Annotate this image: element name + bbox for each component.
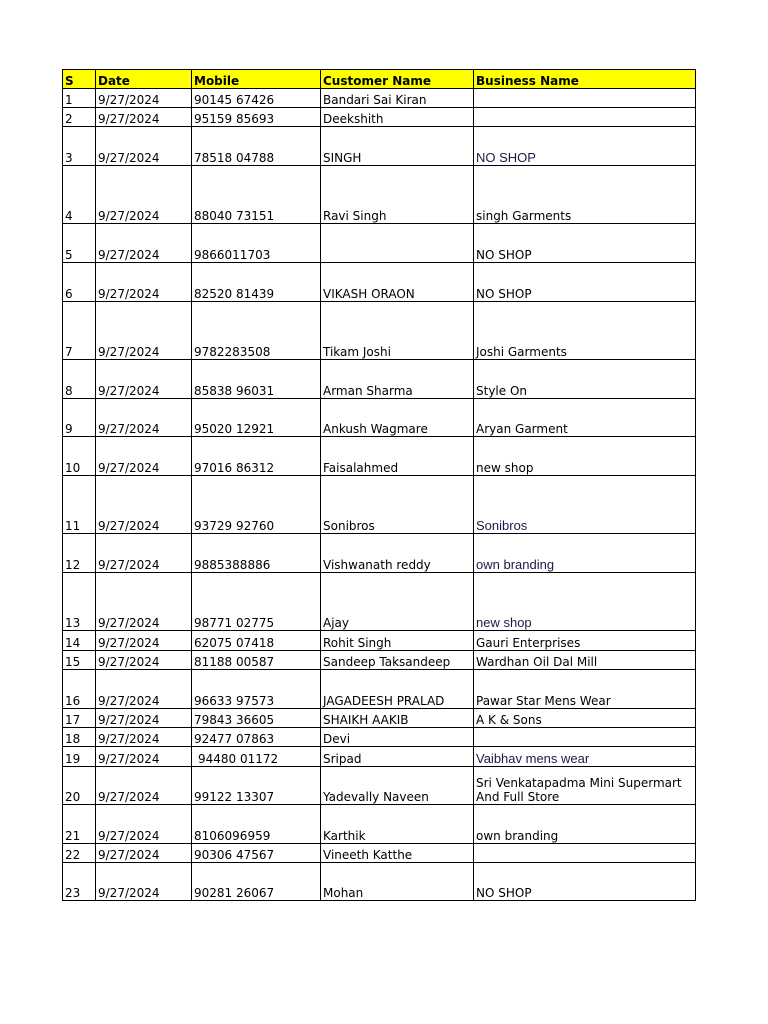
cell-date: 9/27/2024 <box>96 651 192 670</box>
cell-business-name: NO SHOP <box>474 224 696 263</box>
cell-s: 11 <box>63 476 96 534</box>
header-date: Date <box>96 70 192 89</box>
table-row <box>63 263 696 302</box>
cell-business-name: Wardhan Oil Dal Mill <box>474 651 696 670</box>
cell-customer-name: JAGADEESH PRALAD <box>321 670 474 709</box>
cell-mobile: 90306 47567 <box>192 844 321 863</box>
table-row <box>63 302 696 360</box>
cell-s: 20 <box>63 767 96 805</box>
cell-date: 9/27/2024 <box>96 670 192 709</box>
cell-customer-name: Ravi Singh <box>321 166 474 224</box>
cell-date: 9/27/2024 <box>96 844 192 863</box>
cell-mobile: 97016 86312 <box>192 437 321 476</box>
cell-date: 9/27/2024 <box>96 302 192 360</box>
cell-mobile: 99122 13307 <box>192 767 321 805</box>
cell-business-name: Gauri Enterprises <box>474 631 696 651</box>
cell-mobile: 95020 12921 <box>192 399 321 437</box>
cell-business-name: Aryan Garment <box>474 399 696 437</box>
cell-customer-name: Arman Sharma <box>321 360 474 399</box>
table-row <box>63 728 696 747</box>
cell-business-name <box>474 108 696 127</box>
table-row <box>63 651 696 670</box>
cell-customer-name: Sripad <box>321 747 474 767</box>
cell-mobile: 9866011703 <box>192 224 321 263</box>
cell-mobile: 98771 02775 <box>192 573 321 631</box>
cell-mobile: 88040 73151 <box>192 166 321 224</box>
cell-date: 9/27/2024 <box>96 863 192 901</box>
table-row <box>63 534 696 573</box>
cell-date: 9/27/2024 <box>96 747 192 767</box>
cell-business-name: singh Garments <box>474 166 696 224</box>
cell-date: 9/27/2024 <box>96 631 192 651</box>
cell-s: 18 <box>63 728 96 747</box>
cell-s: 6 <box>63 263 96 302</box>
cell-date: 9/27/2024 <box>96 224 192 263</box>
cell-s: 4 <box>63 166 96 224</box>
cell-customer-name: Sonibros <box>321 476 474 534</box>
table-row <box>63 108 696 127</box>
cell-mobile: 8106096959 <box>192 805 321 844</box>
cell-mobile: 92477 07863 <box>192 728 321 747</box>
table-row <box>63 360 696 399</box>
cell-customer-name: Vineeth Katthe <box>321 844 474 863</box>
header-mobile: Mobile <box>192 70 321 89</box>
cell-customer-name: Mohan <box>321 863 474 901</box>
cell-mobile: 9885388886 <box>192 534 321 573</box>
cell-s: 9 <box>63 399 96 437</box>
cell-date: 9/27/2024 <box>96 728 192 747</box>
cell-customer-name: Bandari Sai Kiran <box>321 89 474 108</box>
cell-customer-name: Karthik <box>321 805 474 844</box>
cell-mobile: 95159 85693 <box>192 108 321 127</box>
cell-business-name: Sri Venkatapadma Mini Supermart And Full Store <box>474 767 696 805</box>
table-row <box>63 709 696 728</box>
table-row <box>63 399 696 437</box>
cell-date: 9/27/2024 <box>96 805 192 844</box>
cell-s: 15 <box>63 651 96 670</box>
cell-s: 19 <box>63 747 96 767</box>
cell-s: 14 <box>63 631 96 651</box>
cell-mobile: 81188 00587 <box>192 651 321 670</box>
cell-business-name: A K & Sons <box>474 709 696 728</box>
table-row <box>63 573 696 631</box>
cell-business-name: new shop <box>474 437 696 476</box>
cell-s: 16 <box>63 670 96 709</box>
table-row <box>63 631 696 651</box>
cell-date: 9/27/2024 <box>96 709 192 728</box>
cell-business-name: Vaibhav mens wear <box>474 747 696 767</box>
cell-business-name <box>474 89 696 108</box>
table-row <box>63 224 696 263</box>
cell-business-name: own branding <box>474 534 696 573</box>
cell-date: 9/27/2024 <box>96 108 192 127</box>
cell-mobile: 90281 26067 <box>192 863 321 901</box>
cell-s: 7 <box>63 302 96 360</box>
cell-business-name: Joshi Garments <box>474 302 696 360</box>
table-row <box>63 166 696 224</box>
cell-customer-name: Deekshith <box>321 108 474 127</box>
cell-date: 9/27/2024 <box>96 360 192 399</box>
cell-mobile: 62075 07418 <box>192 631 321 651</box>
cell-s: 12 <box>63 534 96 573</box>
cell-mobile: 85838 96031 <box>192 360 321 399</box>
cell-customer-name: VIKASH ORAON <box>321 263 474 302</box>
cell-date: 9/27/2024 <box>96 89 192 108</box>
cell-s: 21 <box>63 805 96 844</box>
cell-customer-name: Sandeep Taksandeep <box>321 651 474 670</box>
table-row <box>63 476 696 534</box>
header-customer-name: Customer Name <box>321 70 474 89</box>
cell-mobile: 94480 01172 <box>192 747 321 767</box>
table-row <box>63 767 696 805</box>
cell-customer-name: Tikam Joshi <box>321 302 474 360</box>
cell-mobile: 82520 81439 <box>192 263 321 302</box>
cell-s: 5 <box>63 224 96 263</box>
cell-customer-name: Faisalahmed <box>321 437 474 476</box>
cell-date: 9/27/2024 <box>96 476 192 534</box>
cell-business-name <box>474 844 696 863</box>
cell-mobile: 96633 97573 <box>192 670 321 709</box>
header-row <box>63 70 696 89</box>
cell-date: 9/27/2024 <box>96 263 192 302</box>
cell-business-name: Pawar Star Mens Wear <box>474 670 696 709</box>
cell-date: 9/27/2024 <box>96 573 192 631</box>
table-row <box>63 747 696 767</box>
header-s: S <box>63 70 96 89</box>
header-business-name: Business Name <box>474 70 696 89</box>
cell-s: 1 <box>63 89 96 108</box>
table-row <box>63 437 696 476</box>
cell-mobile: 9782283508 <box>192 302 321 360</box>
customer-table <box>62 69 696 901</box>
cell-date: 9/27/2024 <box>96 127 192 166</box>
cell-customer-name: Devi <box>321 728 474 747</box>
cell-customer-name: SHAIKH AAKIB <box>321 709 474 728</box>
table-body <box>63 89 696 901</box>
table-row <box>63 805 696 844</box>
cell-customer-name <box>321 224 474 263</box>
cell-mobile: 90145 67426 <box>192 89 321 108</box>
cell-s: 3 <box>63 127 96 166</box>
table-row <box>63 670 696 709</box>
cell-s: 22 <box>63 844 96 863</box>
cell-s: 8 <box>63 360 96 399</box>
cell-s: 10 <box>63 437 96 476</box>
cell-business-name: Style On <box>474 360 696 399</box>
cell-mobile: 93729 92760 <box>192 476 321 534</box>
cell-customer-name: Rohit Singh <box>321 631 474 651</box>
cell-customer-name: Vishwanath reddy <box>321 534 474 573</box>
table-row <box>63 89 696 108</box>
cell-s: 17 <box>63 709 96 728</box>
cell-customer-name: Ankush Wagmare <box>321 399 474 437</box>
cell-business-name: NO SHOP <box>474 263 696 302</box>
table-row <box>63 844 696 863</box>
cell-business-name: Sonibros <box>474 476 696 534</box>
cell-s: 2 <box>63 108 96 127</box>
cell-mobile: 78518 04788 <box>192 127 321 166</box>
cell-business-name: new shop <box>474 573 696 631</box>
cell-mobile: 79843 36605 <box>192 709 321 728</box>
cell-date: 9/27/2024 <box>96 437 192 476</box>
cell-date: 9/27/2024 <box>96 166 192 224</box>
cell-customer-name: Yadevally Naveen <box>321 767 474 805</box>
table-row <box>63 863 696 901</box>
cell-business-name: own branding <box>474 805 696 844</box>
cell-customer-name: Ajay <box>321 573 474 631</box>
cell-s: 23 <box>63 863 96 901</box>
cell-date: 9/27/2024 <box>96 534 192 573</box>
cell-customer-name: SINGH <box>321 127 474 166</box>
cell-s: 13 <box>63 573 96 631</box>
cell-date: 9/27/2024 <box>96 767 192 805</box>
cell-business-name: NO SHOP <box>474 863 696 901</box>
cell-date: 9/27/2024 <box>96 399 192 437</box>
cell-business-name <box>474 728 696 747</box>
table-row <box>63 127 696 166</box>
cell-business-name: NO SHOP <box>474 127 696 166</box>
